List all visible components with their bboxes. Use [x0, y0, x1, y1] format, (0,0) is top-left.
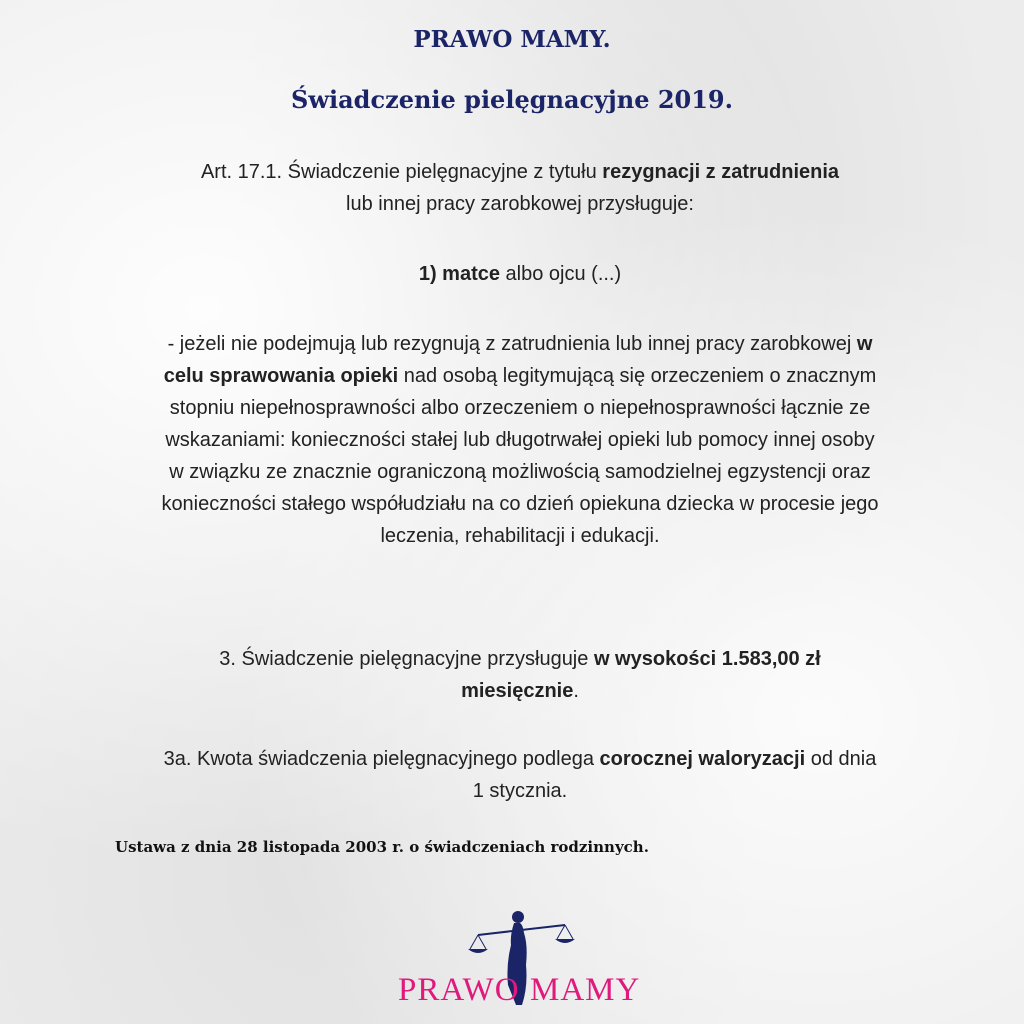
brand-logo: [390, 905, 640, 1015]
article-intro-text: Art. 17.1. Świadczenie pielęgnacyjne z tytułu: [200, 161, 603, 183]
paragraph-3a: [160, 743, 880, 807]
paragraph-3-prefix: 3. Świadczenie pielęgnacyjne przysługuje: [219, 648, 594, 670]
list-item-1-text: albo ojcu (...): [499, 263, 622, 285]
logo-text-left: PRAWO: [398, 972, 520, 1008]
page-title: PRAWO MAMY.: [413, 26, 611, 53]
article-intro: [160, 156, 880, 220]
list-item-1-bold: 1) matce: [418, 263, 500, 285]
article-intro-bold: rezygnacji z zatrudnienia: [602, 161, 840, 183]
condition-suffix: nad osobą legitymującą się orzeczeniem o znacznym stopniu niepełnosprawności albo orzeczeniem o niepełnosprawności łącznie ze wskazaniami: konieczności stałej lub długotrwałej opieki lub pomocy innej osoby w związku ze znacznie ograniczoną możliwością samodzielnej egzystencji oraz konieczności stałego współudziału na co dzień opiekuna dziecka w procesie jego leczenia, rehabilitacji i edukacji.: [161, 365, 879, 547]
legal-source: Ustawa z dnia 28 listopada 2003 r. o świadczeniach rodzinnych.: [115, 838, 649, 856]
paragraph-3: [160, 643, 880, 707]
paragraph-3-amount: w wysokości 1.583,00 zł miesięcznie: [461, 648, 821, 702]
paragraph-3-suffix: .: [573, 680, 579, 702]
condition-bold: w celu sprawowania opieki: [163, 333, 873, 387]
paragraph-3a-prefix: 3a. Kwota świadczenia pielęgnacyjnego podlega: [163, 748, 600, 770]
page-subtitle: Świadczenie pielęgnacyjne 2019.: [291, 85, 733, 114]
condition-paragraph: [160, 328, 880, 552]
condition-prefix: - jeżeli nie podejmują lub rezygnują z zatrudnienia lub innej pracy zarobkowej: [167, 333, 857, 355]
paragraph-3a-suffix: od dnia 1 stycznia.: [472, 748, 877, 802]
logo-text-right: MAMY: [530, 972, 641, 1008]
paragraph-3a-bold: corocznej waloryzacji: [599, 748, 806, 770]
list-item-1: [160, 258, 880, 290]
article-intro-suffix: lub innej pracy zarobkowej przysługuje:: [346, 193, 694, 215]
